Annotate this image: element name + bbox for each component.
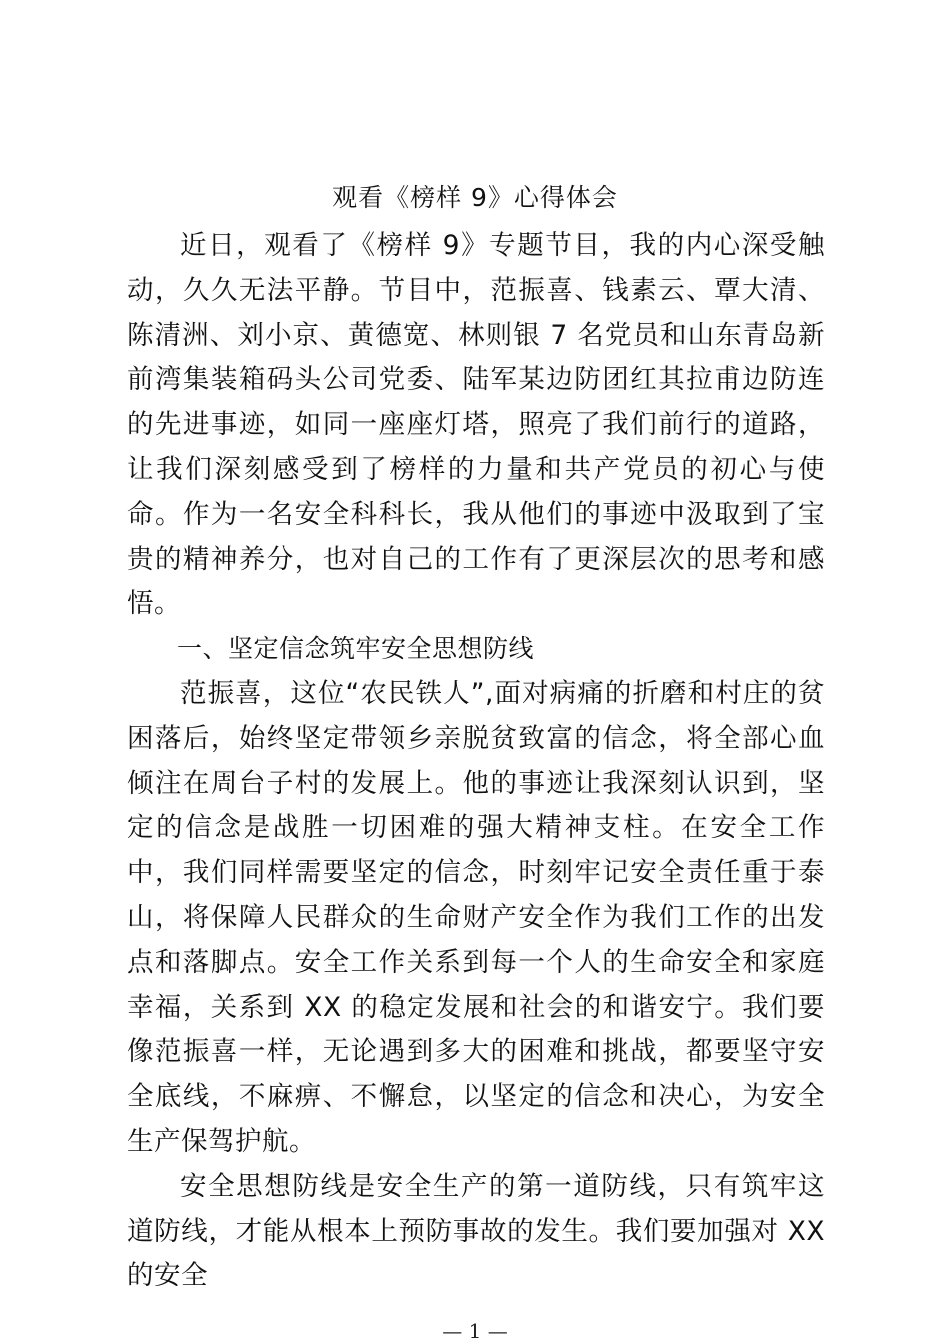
page-number: — 1 — bbox=[442, 1319, 508, 1343]
paragraph-intro: 近日，观看了《榜样 9》专题节目，我的内心深受触动，久久无法平静。节目中，范振喜、钱素云、覃大清、陈清洲、刘小京、黄德宽、林则银 7 名党员和山东青岛新前湾集装箱码头公司党委、陆军某边防团红其拉甫边防连的先进事迹，如同一座座灯塔，照亮了我们前行的道路，让我们深刻感受到了榜样的力量和共产党员的初心与使命。作为一名安全科科长，我从他们的事迹中汲取到了宝贵的精神养分，也对自己的工作有了更深层次的思考和感悟。 bbox=[127, 230, 825, 620]
paragraph-safety-defense: 安全思想防线是安全生产的第一道防线，只有筑牢这道防线，才能从根本上预防事故的发生。我们要加强对 XX 的安全 bbox=[127, 1170, 825, 1292]
document-body bbox=[127, 224, 825, 1299]
document-title: 观看《榜样 9》心得体会 bbox=[332, 183, 618, 212]
section-heading: 一、坚定信念筑牢安全思想防线 bbox=[177, 634, 535, 664]
paragraph-fan-zhenxi: 范振喜，这位“农民铁人”,面对病痛的折磨和村庄的贫困落后，始终坚定带领乡亲脱贫致富的信念，将全部心血倾注在周台子村的发展上。他的事迹让我深刻认识到，坚定的信念是战胜一切困难的强大精神支柱。在安全工作中，我们同样需要坚定的信念，时刻牢记安全责任重于泰山，将保障人民群众的生命财产安全作为我们工作的出发点和落脚点。安全工作关系到每一个人的生命安全和家庭幸福，关系到 XX 的稳定发展和社会的和谐安宁。我们要像范振喜一样，无论遇到多大的困难和挑战，都要坚守安全底线，不麻痹、不懈怠，以坚定的信念和决心，为安全生产保驾护航。 bbox=[127, 677, 825, 1157]
